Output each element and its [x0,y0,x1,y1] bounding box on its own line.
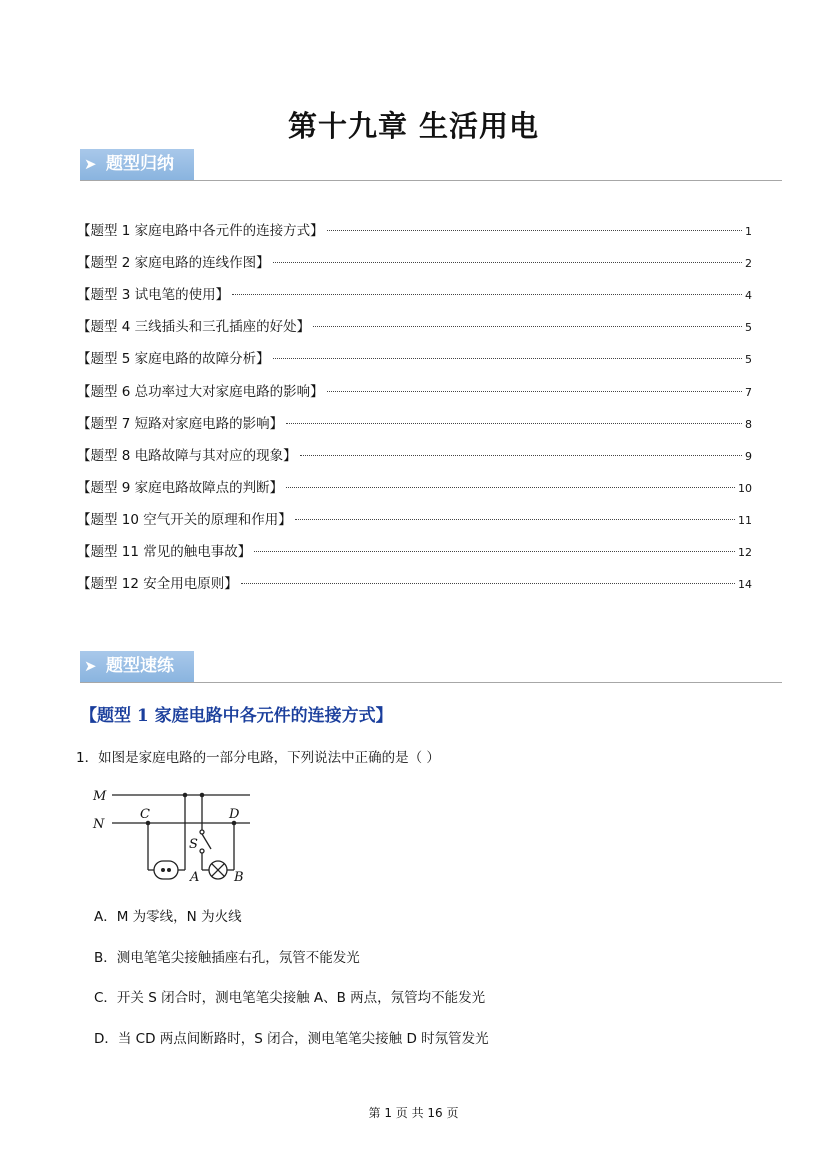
option-a: A．M 为零线，N 为火线 [94,909,242,925]
socket-hole-right [167,868,171,872]
option-c: C．开关 S 闭合时，测电笔笔尖接触 A、B 两点，氖管均不能发光 [94,990,486,1006]
toc-leader [286,423,742,424]
page-title: 第十九章 生活用电 [287,109,540,143]
socket-outlet [154,861,178,879]
practice-banner-tag [80,651,194,682]
circuit-diagram [90,783,265,888]
toc-item-page: 1 [745,225,752,238]
toc-item-label: 【题型 10 空气开关的原理和作用】 [77,512,292,528]
toc-item-label: 【题型 12 安全用电原则】 [77,576,238,592]
toc-item-label: 【题型 7 短路对家庭电路的影响】 [77,416,284,432]
toc-leader [241,583,735,584]
socket-hole-left [161,868,165,872]
toc-item[interactable] [77,414,752,434]
toc-item[interactable] [77,349,752,369]
label-c: C [140,807,150,822]
toc-item-label: 【题型 3 试电笔的使用】 [77,287,230,303]
label-s: S [189,837,198,852]
toc-item-label: 【题型 1 家庭电路中各元件的连接方式】 [77,223,324,239]
toc-leader [273,358,742,359]
toc-item-page: 4 [745,289,752,302]
toc-leader [286,487,735,488]
practice-banner [80,651,782,684]
option-d: D．当 CD 两点间断路时，S 闭合，测电笔笔尖接触 D 时氖管发光 [94,1031,489,1047]
toc-leader [295,519,735,520]
switch-contact-top [200,830,204,834]
toc-leader [300,455,742,456]
toc-item[interactable] [77,382,752,402]
toc-leader [254,551,735,552]
toc-item[interactable] [77,446,752,466]
label-n: N [93,817,105,832]
toc-banner-tag [80,149,194,180]
switch-contact-bottom [200,849,204,853]
section-heading: 【题型 1 家庭电路中各元件的连接方式】 [80,706,393,726]
practice-banner-rule [80,682,782,683]
arrow-icon: ➤ [84,657,97,675]
practice-banner-label: 题型速练 [106,656,174,676]
toc-item[interactable] [77,542,752,562]
label-m: M [93,789,107,804]
toc-banner-label: 题型归纳 [106,154,174,174]
toc-item[interactable] [77,478,752,498]
toc-leader [327,391,742,392]
toc-banner-rule [80,180,782,181]
option-b: B．测电笔笔尖接触插座右孔，氖管不能发光 [94,950,360,966]
toc-leader [232,294,742,295]
junction-m-left [183,793,188,798]
toc-item-page: 5 [745,321,752,334]
toc-item-page: 7 [745,386,752,399]
toc-item[interactable] [77,221,752,241]
toc-item[interactable] [77,510,752,530]
toc-leader [313,326,742,327]
page-footer: 第 1 页 共 16 页 [368,1106,459,1120]
toc-item-page: 8 [745,418,752,431]
label-d: D [229,807,240,822]
toc-item[interactable] [77,253,752,273]
toc-item[interactable] [77,574,752,594]
toc-item-page: 14 [738,578,752,591]
toc-item[interactable] [77,317,752,337]
toc-item-page: 2 [745,257,752,270]
toc-item-label: 【题型 4 三线插头和三孔插座的好处】 [77,319,311,335]
toc-item-label: 【题型 11 常见的触电事故】 [77,544,252,560]
toc-item-label: 【题型 9 家庭电路故障点的判断】 [77,480,284,496]
toc-item-page: 12 [738,546,752,559]
label-b: B [234,870,244,885]
junction-m-right [200,793,205,798]
toc-item-page: 9 [745,450,752,463]
toc-item-page: 11 [738,514,752,527]
question-stem: 1．如图是家庭电路的一部分电路，下列说法中正确的是（ ） [76,750,440,766]
toc-item-page: 5 [745,353,752,366]
toc-leader [273,262,742,263]
arrow-icon: ➤ [84,155,97,173]
toc-item-label: 【题型 5 家庭电路的故障分析】 [77,351,270,367]
toc-item[interactable] [77,285,752,305]
toc-banner [80,149,782,182]
toc-item-label: 【题型 2 家庭电路的连线作图】 [77,255,270,271]
toc-leader [327,230,742,231]
toc-item-label: 【题型 6 总功率过大对家庭电路的影响】 [77,384,324,400]
toc-item-page: 10 [738,482,752,495]
toc-item-label: 【题型 8 电路故障与其对应的现象】 [77,448,297,464]
label-a: A [190,870,200,885]
switch-blade [202,834,211,849]
